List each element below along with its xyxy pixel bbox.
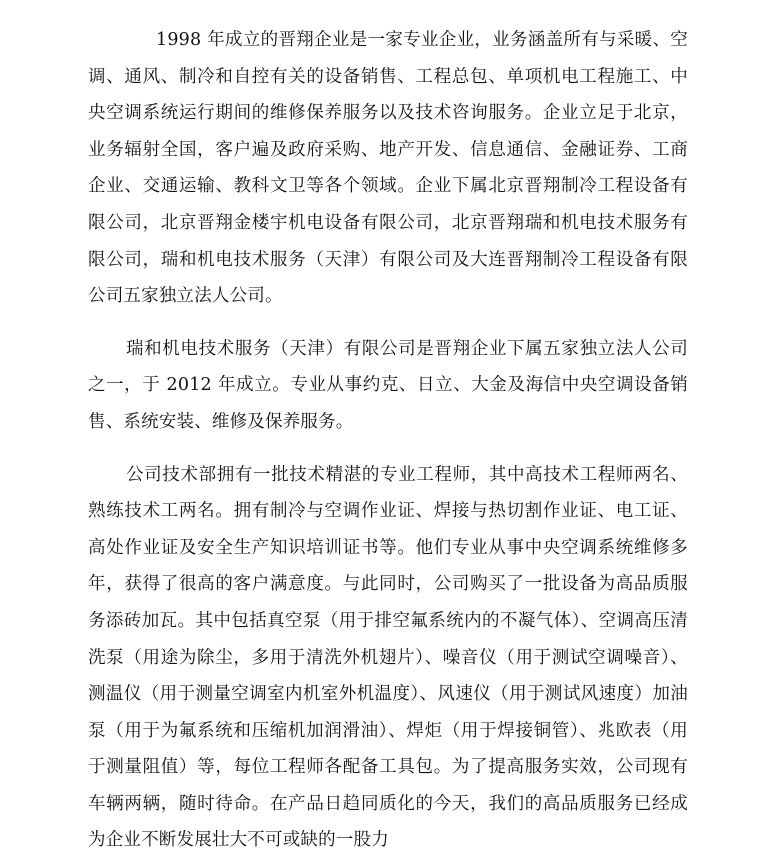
document-page <box>88 22 688 859</box>
paragraph-tianjin-subsidiary: 瑞和机电技术服务（天津）有限公司是晋翔企业下属五家独立法人公司之一，于 2012 年成立。专业从事约克、日立、大金及海信中央空调设备销售、系统安装、维修及保养服务。 <box>88 338 688 432</box>
paragraph-technical-department: 公司技术部拥有一批技术精湛的专业工程师，其中高技术工程师两名、熟练技术工两名。拥有制冷与空调作业证、焊接与热切割作业证、电工证、高处作业证及安全生产知识培训证书等。他们专业从事中央空调系统维修多年，获得了很高的客户满意度。与此同时，公司购买了一批设备为高品质服务添砖加瓦。其中包括真空泵（用于排空氟系统内的不凝气体）、空调高压清洗泵（用途为除尘，多用于清洗外机翅片）、噪音仪（用于测试空调噪音）、测温仪（用于测量空调室内机室外机温度）、风速仪（用于测试风速度）加油泵（用于为氟系统和压缩机加润滑油）、焊炬（用于焊接铜管）、兆欧表（用于测量阻值）等，每位工程师各配备工具包。为了提高服务实效，公司现有车辆两辆，随时待命。在产品日趋同质化的今天，我们的高品质服务已经成为企业不断发展壮大不可或缺的一股力 <box>88 464 688 851</box>
paragraph-company-intro: 1998 年成立的晋翔企业是一家专业企业，业务涵盖所有与采暖、空调、通风、制冷和自控有关的设备销售、工程总包、单项机电工程施工、中央空调系统运行期间的维修保养服务以及技术咨询服务。企业立足于北京，业务辐射全国，客户遍及政府采购、地产开发、信息通信、金融证券、工商企业、交通运输、教科文卫等各个领域。企业下属北京晋翔制冷工程设备有限公司，北京晋翔金楼宇机电设备有限公司，北京晋翔瑞和机电技术服务有限公司，瑞和机电技术服务（天津）有限公司及大连晋翔制冷工程设备有限公司五家独立法人公司。 <box>88 30 688 307</box>
